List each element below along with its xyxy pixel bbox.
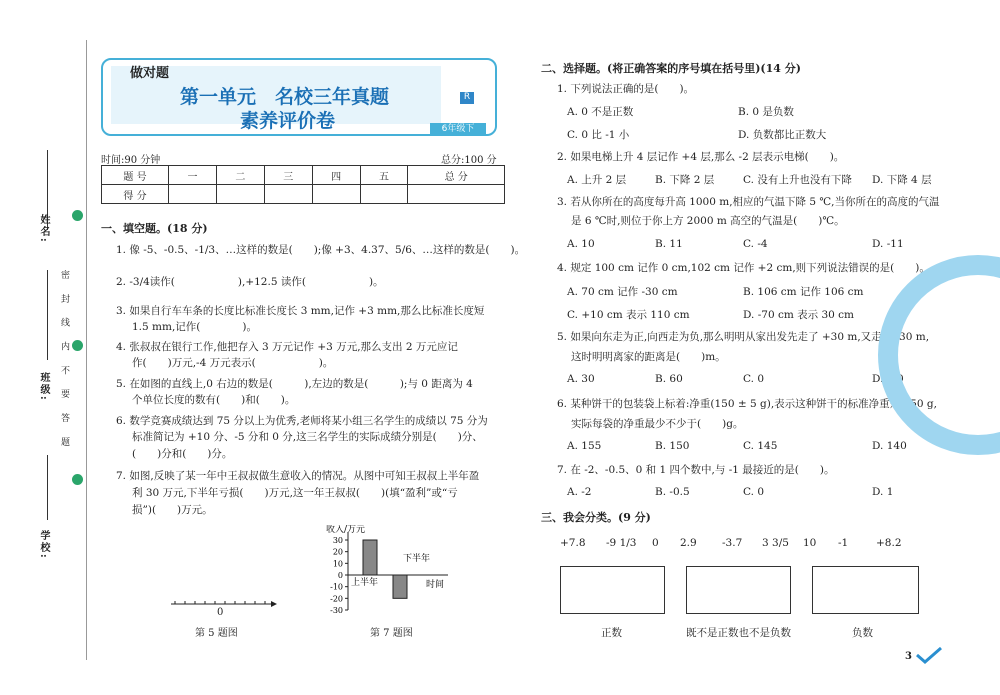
- income-chart: [318, 525, 468, 620]
- seal-dot-2: [72, 340, 83, 351]
- school-label: 学校:: [38, 530, 49, 560]
- score-input[interactable]: [312, 185, 360, 204]
- score-row-header: [102, 166, 505, 185]
- title-line2: 素养评价卷: [240, 110, 336, 132]
- seal-dot-3: [72, 474, 83, 485]
- cell: 一: [169, 166, 217, 185]
- option[interactable]: D. 1: [872, 486, 894, 498]
- cell: 四: [312, 166, 360, 185]
- time-info: 时间:90 分钟: [101, 155, 161, 166]
- number-item: -3.7: [722, 537, 743, 549]
- option[interactable]: C. +10 cm 表示 110 cm: [567, 309, 690, 321]
- cell: 总 分: [408, 166, 505, 185]
- bar-1: [393, 575, 407, 598]
- choice-6b: 实际每袋的净重最少不少于( )g。: [571, 418, 744, 430]
- bar-label-0: 上半年: [351, 578, 379, 588]
- positive-box[interactable]: [560, 566, 665, 614]
- option[interactable]: A. -2: [567, 486, 592, 498]
- choice-4: 4. 规定 100 cm 记作 0 cm,102 cm 记作 +2 cm,则下列说法错误的是( )。: [557, 262, 930, 274]
- title-line1: 第一单元 名校三年真题: [180, 86, 390, 108]
- bar-label-1: 下半年: [403, 554, 431, 564]
- number-item: +7.8: [560, 537, 586, 549]
- option[interactable]: C. 0: [743, 373, 765, 385]
- option[interactable]: B. -0.5: [655, 486, 690, 498]
- option[interactable]: D. 140: [872, 440, 907, 452]
- question-2: 2. -3/4读作( ),+12.5 读作( )。: [116, 276, 384, 288]
- logo: R: [460, 92, 474, 104]
- option[interactable]: B. 0 是负数: [738, 106, 794, 118]
- option[interactable]: C. 0 比 -1 小: [567, 129, 630, 141]
- choice-2: 2. 如果电梯上升 4 层记作 +4 层,那么 -2 层表示电梯( )。: [557, 151, 845, 163]
- choice-5a: 5. 如果向东走为正,向西走为负,那么明明从家出发先走了 +30 m,又走了 -30 m,: [557, 331, 930, 343]
- number-item: 3 3/5: [762, 537, 789, 549]
- number-item: 2.9: [680, 537, 697, 549]
- question-7b: 利 30 万元,下半年亏损( )万元,这一年王叔叔( )(填“盈利”或“亏: [132, 487, 458, 499]
- number-item: -9 1/3: [606, 537, 637, 549]
- option[interactable]: A. 70 cm 记作 -30 cm: [567, 286, 678, 298]
- total-info: 总分:100 分: [441, 155, 497, 166]
- option[interactable]: B. 60: [655, 373, 683, 385]
- badge: 做对题: [130, 66, 170, 81]
- question-4b: 作( )万元,-4 万元表示( )。: [132, 357, 334, 369]
- y-tick-label: -20: [330, 594, 343, 604]
- number-line: [165, 590, 285, 618]
- option[interactable]: A. 155: [567, 440, 602, 452]
- question-6c: ( )分和( )分。: [132, 448, 233, 460]
- question-6a: 6. 数学竞赛成绩达到 75 分以上为优秀,老师将某小组三名学生的成绩以 75 分为: [116, 415, 488, 427]
- number-item: 0: [652, 537, 659, 549]
- negative-label: 负数: [852, 627, 873, 639]
- y-tick-label: -10: [330, 582, 343, 592]
- option[interactable]: C. 145: [743, 440, 778, 452]
- section-choice: 二、选择题。(将正确答案的序号填在括号里)(14 分): [541, 62, 801, 75]
- choice-3b: 是 6 ℃时,则位于你上方 2000 m 高空的气温是( )℃。: [571, 215, 845, 227]
- neutral-box[interactable]: [686, 566, 791, 614]
- number-item: 10: [803, 537, 817, 549]
- option[interactable]: D. -70 cm 表示 30 cm: [743, 309, 855, 321]
- score-input[interactable]: [264, 185, 312, 204]
- option[interactable]: B. 106 cm 记作 106 cm: [743, 286, 864, 298]
- score-table: [101, 165, 505, 204]
- score-input[interactable]: [360, 185, 408, 204]
- class-line: [47, 270, 48, 360]
- seal-dot-1: [72, 210, 83, 221]
- option[interactable]: D. 下降 4 层: [872, 174, 932, 186]
- figure-5-caption: 第 5 题图: [195, 628, 238, 639]
- choice-1: 1. 下列说法正确的是( )。: [557, 83, 695, 95]
- option[interactable]: C. 0: [743, 486, 765, 498]
- score-input[interactable]: [216, 185, 264, 204]
- check-icon: [915, 645, 943, 665]
- option[interactable]: C. 没有上升也没有下降: [743, 174, 852, 186]
- section-fill-blank: 一、填空题。(18 分): [101, 222, 208, 235]
- page-number: 3: [905, 651, 912, 662]
- x-axis-label: 时间: [426, 580, 445, 590]
- cell: 二: [216, 166, 264, 185]
- score-input[interactable]: [169, 185, 217, 204]
- number-line-zero: 0: [217, 607, 224, 618]
- y-tick-label: -30: [330, 606, 343, 615]
- option[interactable]: B. 11: [655, 238, 683, 250]
- choice-6a: 6. 某种饼干的包装袋上标着:净重(150 ± 5 g),表示这种饼干的标准净重是 150 g,: [557, 398, 937, 410]
- score-row-values: [102, 185, 505, 204]
- number-item: +8.2: [876, 537, 902, 549]
- y-tick-label: 20: [332, 547, 343, 557]
- score-input[interactable]: [408, 185, 505, 204]
- question-3a: 3. 如果自行车车条的长度比标准长度长 3 mm,记作 +3 mm,那么比标准长度短: [116, 305, 485, 317]
- option[interactable]: A. 0 不是正数: [567, 106, 634, 118]
- seal-line: [86, 40, 87, 660]
- number-item: -1: [838, 537, 849, 549]
- question-5a: 5. 在如图的直线上,0 右边的数是( ),左边的数是( );与 0 距离为 4: [116, 378, 473, 390]
- seal-text: 密 封 线 内 不 要 答 题: [59, 270, 69, 453]
- section-classify: 三、我会分类。(9 分): [541, 511, 651, 524]
- option[interactable]: D. 负数都比正数大: [738, 129, 827, 141]
- option[interactable]: A. 10: [567, 238, 595, 250]
- bar-0: [363, 540, 377, 575]
- class-label: 班级:: [38, 372, 49, 402]
- option[interactable]: B. 下降 2 层: [655, 174, 715, 186]
- school-line: [47, 455, 48, 520]
- name-label: 姓名:: [38, 214, 49, 244]
- question-6b: 标准简记为 +10 分、-5 分和 0 分,这三名学生的实际成绩分别是( )分、: [132, 431, 483, 443]
- option[interactable]: B. 150: [655, 440, 690, 452]
- cell: 三: [264, 166, 312, 185]
- choice-5b: 这时明明离家的距离是( )m。: [571, 351, 726, 363]
- neutral-label: 既不是正数也不是负数: [686, 627, 791, 639]
- option[interactable]: D. -30: [872, 373, 904, 385]
- question-1: 1. 像 -5、-0.5、-1/3、…这样的数是( );像 +3、4.37、5/6、…这样的数是( )。: [116, 244, 526, 256]
- question-4a: 4. 张叔叔在银行工作,他把存入 3 万元记作 +3 万元,那么支出 2 万元应记: [116, 341, 458, 353]
- negative-box[interactable]: [812, 566, 919, 614]
- cell: 五: [360, 166, 408, 185]
- question-7c: 损”)( )万元。: [132, 504, 213, 516]
- question-5b: 个单位长度的数有( )和( )。: [132, 394, 296, 406]
- y-tick-label: 10: [332, 559, 343, 569]
- option[interactable]: C. -4: [743, 238, 768, 250]
- y-tick-label: 30: [332, 536, 343, 545]
- y-axis-label: 收入/万元: [326, 525, 366, 535]
- cell: 得 分: [102, 185, 169, 204]
- y-tick-label: 0: [337, 571, 343, 580]
- question-7a: 7. 如图,反映了某一年中王叔叔做生意收入的情况。从图中可知王叔叔上半年盈: [116, 470, 480, 482]
- question-3b: 1.5 mm,记作( )。: [132, 321, 257, 333]
- watermark-stamp: [878, 255, 1000, 455]
- option[interactable]: A. 30: [567, 373, 595, 385]
- positive-label: 正数: [601, 627, 622, 639]
- option[interactable]: D. -11: [872, 238, 904, 250]
- option[interactable]: A. 上升 2 层: [567, 174, 627, 186]
- cell: 题 号: [102, 166, 169, 185]
- choice-7: 7. 在 -2、-0.5、0 和 1 四个数中,与 -1 最接近的是( )。: [557, 464, 835, 476]
- choice-3a: 3. 若从你所在的高度每升高 1000 m,相应的气温下降 5 ℃,当你所在的高度的气温: [557, 196, 940, 208]
- figure-7-caption: 第 7 题图: [370, 628, 413, 639]
- grade-tag: 6年级下: [430, 123, 486, 136]
